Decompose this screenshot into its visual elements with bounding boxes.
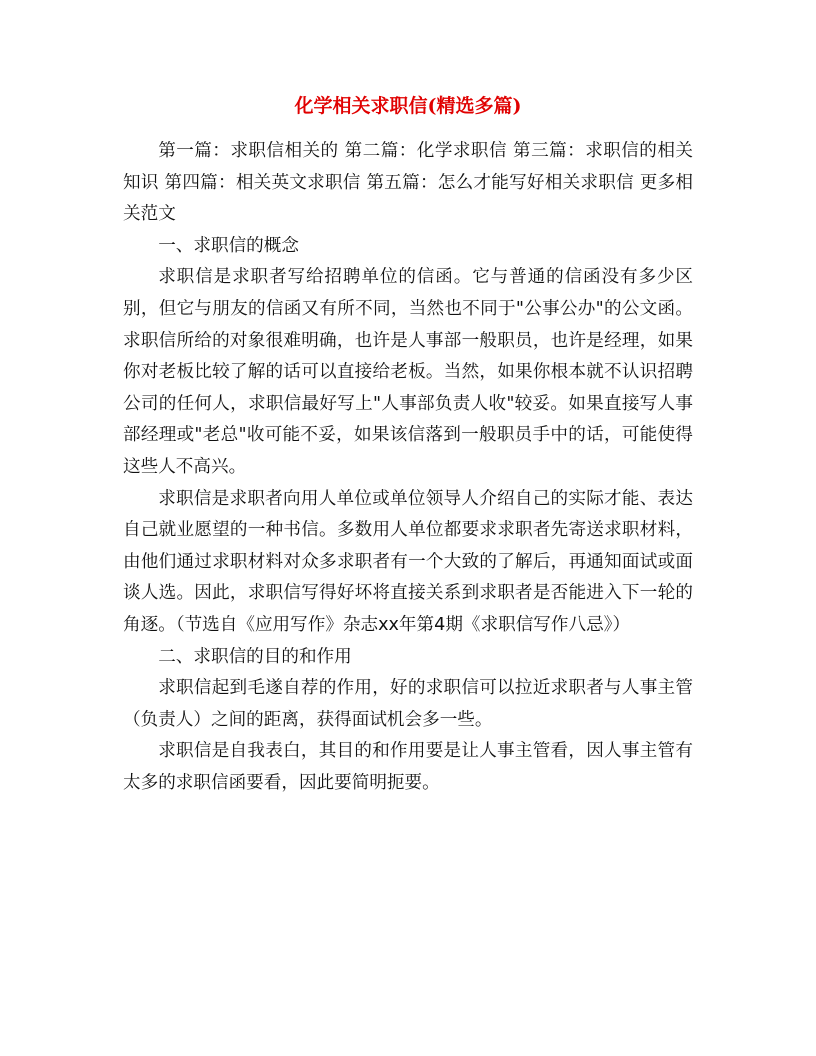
section-1-paragraph-1: 求职信是求职者写给招聘单位的信函。它与普通的信函没有多少区别，但它与朋友的信函又有所不同，当然也不同于"公事公办"的公文函。求职信所给的对象很难明确，也许是人事部一般职员，也许是经理，如果你对老板比较了解的话可以直接给老板。当然，如果你根本就不认识招聘公司的任何人，求职信最好写上"人事部负责人收"较妥。如果直接写人事部经理或"老总"收可能不妥，如果该信落到一般职员手中的话，可能使得这些人不高兴。 [123,267,693,477]
section-2-heading: 二、求职信的目的和作用 [158,646,352,667]
section-1-heading: 一、求职信的概念 [158,235,299,256]
table-of-contents: 第一篇：求职信相关的 第二篇：化学求职信 第三篇：求职信的相关知识 第四篇：相关英文求职信 第五篇：怎么才能写好相关求职信 更多相关范文 [123,141,693,225]
document-body [123,136,693,799]
document-title: 化学相关求职信(精选多篇) [294,95,522,117]
section-2-paragraph-2: 求职信是自我表白，其目的和作用要是让人事主管看，因人事主管有太多的求职信函要看，因此要简明扼要。 [123,741,693,793]
section-2-paragraph-1: 求职信起到毛遂自荐的作用，好的求职信可以拉近求职者与人事主管（负责人）之间的距离，获得面试机会多一些。 [123,678,693,730]
section-1-paragraph-2: 求职信是求职者向用人单位或单位领导人介绍自己的实际才能、表达自己就业愿望的一种书信。多数用人单位都要求求职者先寄送求职材料，由他们通过求职材料对众多求职者有一个大致的了解后，再通知面试或面谈人选。因此，求职信写得好坏将直接关系到求职者是否能进入下一轮的角逐。（节选自《应用写作》杂志xx年第4期《求职信写作八忌》） [123,488,693,635]
